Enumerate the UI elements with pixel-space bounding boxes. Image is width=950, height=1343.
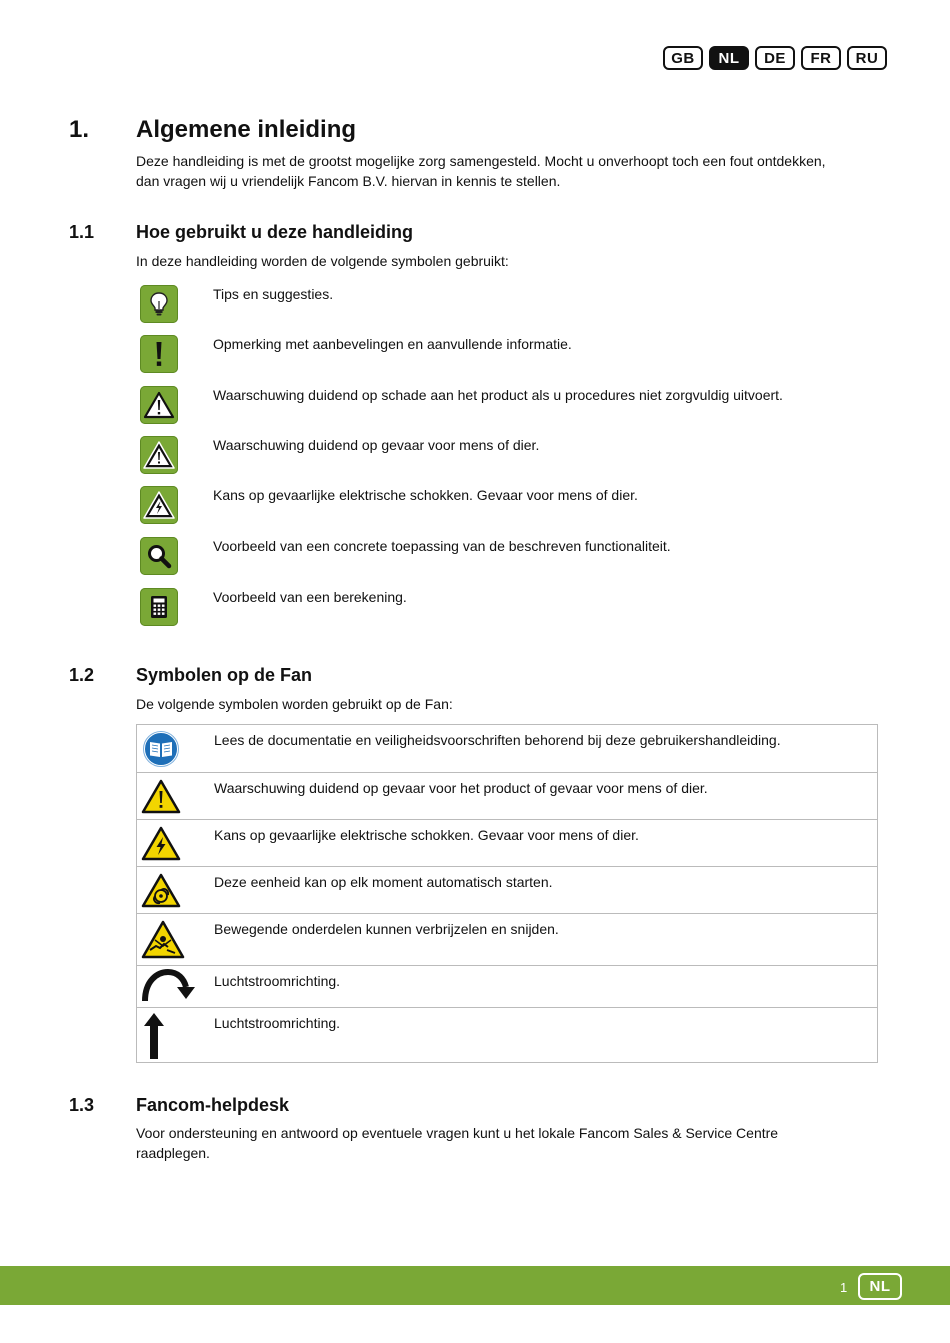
exclamation-icon	[140, 335, 178, 373]
symbol-text: Tips en suggesties.	[213, 286, 334, 302]
table-row	[137, 866, 877, 913]
symbol-text: Voorbeeld van een concrete toepassing van de beschreven functionaliteit.	[213, 538, 671, 554]
language-tab-gb[interactable]: GB	[663, 46, 703, 70]
calculator-icon	[140, 588, 178, 626]
section-1-2-number: 1.2	[69, 665, 95, 685]
curved-arrow-icon	[140, 967, 196, 1005]
table-cell-text: Luchtstroomrichting.	[214, 1015, 341, 1031]
section-1-1-title: Hoe gebruikt u deze handleiding	[136, 222, 414, 242]
section-1-3-title: Fancom-helpdesk	[136, 1095, 290, 1115]
section-1-1-number: 1.1	[69, 222, 95, 242]
table-cell-text: Bewegende onderdelen kunnen verbrijzelen en snijden.	[214, 921, 559, 937]
language-tab-nl[interactable]: NL	[709, 46, 749, 70]
table-cell-text: Kans op gevaarlijke elektrische schokken. Gevaar voor mens of dier.	[214, 827, 639, 843]
table-row	[137, 725, 877, 772]
footer-bar	[0, 1266, 950, 1305]
section-1-title: Algemene inleiding	[136, 116, 357, 143]
auto-start-icon	[141, 871, 181, 911]
table-row	[137, 819, 877, 866]
symbol-text: Waarschuwing duidend op gevaar voor mens of dier.	[213, 437, 540, 453]
read-manual-icon	[141, 729, 181, 769]
language-tab-fr[interactable]: FR	[801, 46, 841, 70]
section-1-3-text-line-1: Voor ondersteuning en antwoord op eventuele vragen kunt u het lokale Fancom Sales & Service Centre	[136, 1125, 779, 1141]
table-cell-text: Waarschuwing duidend op gevaar voor het product of gevaar voor mens of dier.	[214, 780, 708, 796]
table-cell-text: Lees de documentatie en veiligheidsvoorschriften behorend bij deze gebruikershandleiding.	[214, 732, 781, 748]
section-1-intro-line-1: Deze handleiding is met de grootst mogelijke zorg samengesteld. Mocht u onverhoopt toch een fout ontdekken,	[136, 153, 826, 169]
symbol-text: Waarschuwing duidend op schade aan het product als u procedures niet zorgvuldig uitvoert.	[213, 387, 783, 403]
symbol-text: Kans op gevaarlijke elektrische schokken. Gevaar voor mens of dier.	[213, 487, 638, 503]
section-1-2-intro: De volgende symbolen worden gebruikt op de Fan:	[136, 696, 453, 712]
table-cell-text: Deze eenheid kan op elk moment automatisch starten.	[214, 874, 553, 890]
magnifier-icon	[140, 537, 178, 575]
up-arrow-icon	[139, 1012, 169, 1060]
high-voltage-icon	[141, 824, 181, 864]
section-1-intro	[136, 152, 866, 191]
table-row	[137, 772, 877, 819]
crush-hazard-icon	[141, 918, 185, 962]
section-1-intro-line-2: dan vragen wij u vriendelijk Fancom B.V. hiervan in kennis te stellen.	[136, 172, 561, 189]
symbol-text: Voorbeeld van een berekening.	[213, 589, 407, 605]
warning-filled-icon	[140, 436, 178, 474]
electric-shock-icon	[140, 486, 178, 524]
symbol-text: Opmerking met aanbevelingen en aanvullende informatie.	[213, 336, 572, 352]
general-warning-icon	[141, 777, 181, 817]
section-1-2-title: Symbolen op de Fan	[136, 665, 313, 685]
section-1-1-intro: In deze handleiding worden de volgende symbolen gebruikt:	[136, 253, 509, 269]
lightbulb-icon	[140, 285, 178, 323]
language-tab-de[interactable]: DE	[755, 46, 795, 70]
fan-symbols-table	[136, 724, 878, 1063]
section-1-3-text-line-2: raadplegen.	[136, 1144, 210, 1161]
table-row	[137, 913, 877, 965]
page-number: 1	[840, 1280, 848, 1295]
footer-language-badge: NL	[858, 1273, 902, 1300]
table-row	[137, 1007, 877, 1062]
language-selector	[663, 46, 887, 70]
section-1-3-number: 1.3	[69, 1095, 95, 1115]
table-row	[137, 965, 877, 1007]
warning-outline-icon	[140, 386, 178, 424]
section-1-3-text	[136, 1124, 866, 1163]
section-1-number: 1.	[69, 116, 90, 143]
table-cell-text: Luchtstroomrichting.	[214, 973, 341, 989]
language-tab-ru[interactable]: RU	[847, 46, 887, 70]
